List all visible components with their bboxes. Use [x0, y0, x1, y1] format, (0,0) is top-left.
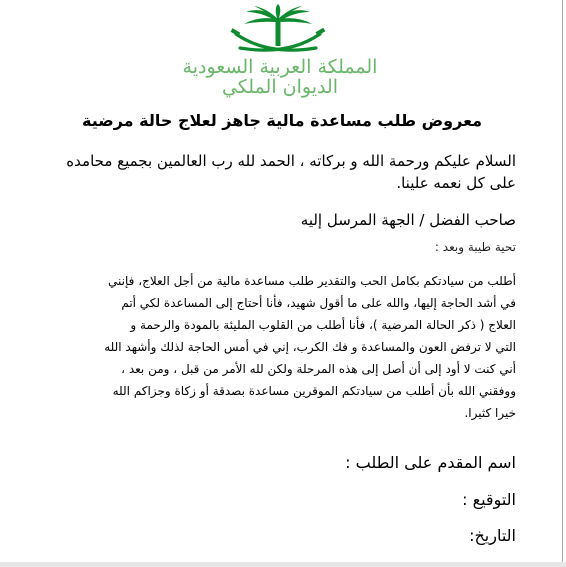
greeting-line: على كل نعمه علينا. — [396, 174, 516, 192]
applicant-name-field: اسم المقدم على الطلب : — [345, 453, 516, 472]
body-line: التي لا ترفض العون والمساعدة و فك الكرب، إني في أمس الحاجة لذلك وأشهد الله — [104, 340, 516, 354]
body-line: أني كنت لا أود إلى أن أصل إلى هذه المرحلة ولكن لله الأمر من قبل ، ومن بعد ، — [121, 362, 516, 376]
greeting — [66, 150, 516, 194]
salutation: تحية طيبة وبعد : — [434, 240, 516, 254]
body-line: خيرا كثيرا. — [464, 406, 516, 420]
signature-field: التوقيع : — [462, 490, 516, 509]
page-edge-divider — [562, 0, 563, 567]
saudi-emblem-icon — [228, 4, 328, 62]
body-line: ووفقني الله بأن أطلب من سيادتكم الموقرين مساعدة بصدقة أو زكاة وجزاكم الله — [112, 384, 516, 398]
royal-court-name: الديوان الملكي — [221, 76, 339, 98]
body-line: العلاج ( ذكر الحالة المرضية )، فأنا أطلب من القلوب المليئة بالمودة والرحمة و — [130, 318, 516, 332]
addressee: صاحب الفضل / الجهة المرسل إليه — [300, 211, 516, 229]
date-field: التاريخ: — [469, 526, 516, 545]
bottom-band — [0, 562, 566, 567]
request-body — [46, 270, 516, 424]
body-line: في أشد الحاجة إليها، والله على ما أقول شهيد، فأنا أحتاج إلى المساعدة لكي أتم — [121, 296, 516, 310]
kingdom-name: المملكة العربية السعودية — [182, 56, 378, 78]
greeting-line: السلام عليكم ورحمة الله و بركاته ، الحمد لله رب العالمين بجميع محامده — [66, 152, 516, 170]
document-title: معروض طلب مساعدة مالية جاهز لعلاج حالة مرضية — [82, 111, 482, 130]
body-line: أطلب من سيادتكم بكامل الحب والتقدير طلب مساعدة مالية من أجل العلاج، فإنني — [108, 274, 516, 288]
